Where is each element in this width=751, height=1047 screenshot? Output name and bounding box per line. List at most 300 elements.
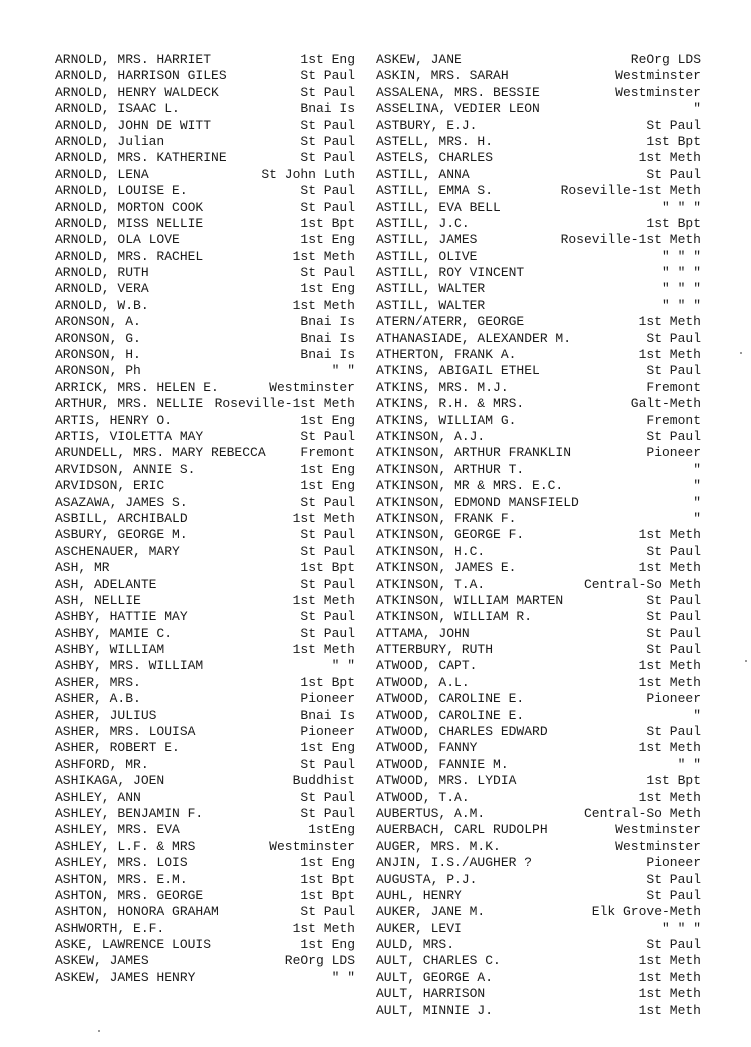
entry-name: ARVIDSON, ANNIE S. <box>55 461 196 477</box>
entry-name: ASTILL, WALTER <box>376 281 486 297</box>
entry-name: ASHTON, HONORA GRAHAM <box>55 904 219 920</box>
directory-entry <box>55 52 355 68</box>
directory-entry <box>376 118 701 134</box>
entry-church: 1st Bpt <box>300 674 355 690</box>
directory-entry <box>376 691 701 707</box>
entry-church: Fremont <box>300 445 355 461</box>
directory-entry <box>376 495 701 511</box>
entry-church: St Paul <box>646 117 701 133</box>
entry-church: " " " <box>661 265 701 281</box>
entry-name: ASH, NELLIE <box>55 592 141 608</box>
entry-name: ARNOLD, VERA <box>55 281 149 297</box>
directory-entry <box>55 183 355 199</box>
directory-entry <box>55 806 355 822</box>
directory-entry <box>376 904 701 920</box>
entry-name: AUGUSTA, P.J. <box>376 871 478 887</box>
entry-church: 1st Bpt <box>300 871 355 887</box>
directory-entry <box>55 495 355 511</box>
directory-entry <box>376 675 701 691</box>
entry-name: ASH, ADELANTE <box>55 576 157 592</box>
entry-name: ATKINSON, GEORGE F. <box>376 527 525 543</box>
entry-name: ASTILL, JAMES <box>376 232 478 248</box>
directory-entry <box>376 134 701 150</box>
entry-church: 1st Bpt <box>646 133 701 149</box>
directory-entry <box>55 265 355 281</box>
directory-entry <box>55 511 355 527</box>
scan-speck <box>98 1030 100 1032</box>
entry-church: 1st Meth <box>638 1002 701 1018</box>
entry-church: " " " <box>661 920 701 936</box>
directory-entry <box>376 609 701 625</box>
directory-entry <box>55 298 355 314</box>
entry-name: ARNOLD, JOHN DE WITT <box>55 117 212 133</box>
entry-name: ARNOLD, ISAAC L. <box>55 101 180 117</box>
directory-entry <box>55 249 355 265</box>
entry-name: AULD, MRS. <box>376 937 455 953</box>
entry-church: Pioneer <box>300 691 355 707</box>
entry-church: Westminster <box>615 822 701 838</box>
directory-entry <box>376 724 701 740</box>
directory-entry <box>55 478 355 494</box>
directory-entry <box>376 167 701 183</box>
entry-name: ARTIS, VIOLETTA MAY <box>55 428 204 444</box>
entry-church: 1st Meth <box>292 297 355 313</box>
directory-entry <box>376 986 701 1002</box>
directory-entry <box>376 953 701 969</box>
entry-name: ASHWORTH, E.F. <box>55 920 165 936</box>
directory-entry <box>376 511 701 527</box>
entry-name: ARONSON, A. <box>55 314 141 330</box>
directory-entry <box>55 445 355 461</box>
directory-entry <box>55 560 355 576</box>
directory-entry <box>55 331 355 347</box>
entry-church: 1st Meth <box>638 674 701 690</box>
entry-name: ARVIDSON, ERIC <box>55 478 165 494</box>
directory-entry <box>55 724 355 740</box>
directory-entry <box>55 822 355 838</box>
entry-name: ATKINSON, A.J. <box>376 428 486 444</box>
entry-church: 1st Meth <box>638 953 701 969</box>
entry-church: 1stEng <box>308 822 355 838</box>
entry-church: Westminster <box>269 379 355 395</box>
directory-entry <box>376 527 701 543</box>
entry-name: ASHBY, HATTIE MAY <box>55 609 188 625</box>
entry-church: Roseville-1st Meth <box>214 396 355 412</box>
entry-church: Fremont <box>646 379 701 395</box>
entry-church: 1st Meth <box>638 658 701 674</box>
entry-church: St Paul <box>646 871 701 887</box>
entry-church: 1st Eng <box>300 232 355 248</box>
entry-church: 1st Bpt <box>300 887 355 903</box>
entry-church: Westminster <box>615 838 701 854</box>
directory-entry <box>376 1003 701 1019</box>
entry-church: Pioneer <box>646 691 701 707</box>
entry-name: ATTAMA, JOHN <box>376 625 470 641</box>
entry-church: 1st Meth <box>292 510 355 526</box>
entry-name: ATKINSON, H.C. <box>376 543 486 559</box>
entry-church: Westminster <box>269 838 355 854</box>
entry-name: ANJIN, I.S./AUGHER ? <box>376 855 533 871</box>
directory-entry <box>376 298 701 314</box>
directory-entry <box>376 757 701 773</box>
directory-entry <box>55 855 355 871</box>
entry-name: ASCHENAUER, MARY <box>55 543 180 559</box>
entry-name: ASHIKAGA, JOEN <box>55 773 165 789</box>
directory-entry <box>376 396 701 412</box>
entry-church: " " " <box>661 199 701 215</box>
directory-entry <box>376 577 701 593</box>
entry-church: Westminster <box>615 84 701 100</box>
entry-church: " <box>693 101 701 117</box>
entry-church: St Paul <box>300 133 355 149</box>
directory-entry <box>376 970 701 986</box>
entry-church: Bnai Is <box>300 101 355 117</box>
directory-entry <box>55 68 355 84</box>
entry-name: ASH, MR <box>55 560 110 576</box>
entry-name: ASBILL, ARCHIBALD <box>55 510 188 526</box>
entry-church: St Paul <box>646 625 701 641</box>
entry-name: ASHTON, MRS. GEORGE <box>55 887 204 903</box>
entry-church: " " <box>677 756 701 772</box>
directory-entry <box>55 347 355 363</box>
directory-entry <box>376 642 701 658</box>
directory-entry <box>376 544 701 560</box>
entry-church: Bnai Is <box>300 347 355 363</box>
entry-name: ASKEW, JAMES HENRY <box>55 969 196 985</box>
directory-entry <box>376 200 701 216</box>
entry-name: ASHBY, MRS. WILLIAM <box>55 658 204 674</box>
entry-name: AUERBACH, CARL RUDOLPH <box>376 822 548 838</box>
entry-church: St Paul <box>300 117 355 133</box>
entry-church: " <box>693 510 701 526</box>
directory-entry <box>376 101 701 117</box>
entry-church: St Paul <box>300 625 355 641</box>
entry-name: ATHANASIADE, ALEXANDER M. <box>376 330 572 346</box>
directory-entry <box>55 658 355 674</box>
entry-name: ASTILL, ANNA <box>376 166 470 182</box>
directory-entry <box>376 872 701 888</box>
entry-church: Central-So Meth <box>583 576 701 592</box>
entry-name: ASHER, MRS. <box>55 674 141 690</box>
entry-name: ARNOLD, LENA <box>55 166 149 182</box>
scan-speck <box>740 352 742 354</box>
directory-entry <box>376 331 701 347</box>
entry-name: ASHLEY, MRS. EVA <box>55 822 180 838</box>
entry-name: ASHLEY, ANN <box>55 789 141 805</box>
directory-entry <box>55 200 355 216</box>
entry-church: Buddhist <box>292 773 355 789</box>
entry-name: AULT, MINNIE J. <box>376 1002 494 1018</box>
directory-entry <box>376 249 701 265</box>
entry-name: ATWOOD, CAROLINE E. <box>376 707 525 723</box>
directory-entry <box>55 921 355 937</box>
directory-entry <box>376 790 701 806</box>
directory-entry <box>55 937 355 953</box>
directory-entry <box>55 413 355 429</box>
entry-church: St Paul <box>300 183 355 199</box>
entry-church: St Paul <box>646 428 701 444</box>
directory-entry <box>376 806 701 822</box>
entry-name: ARNOLD, HENRY WALDECK <box>55 84 219 100</box>
directory-entry <box>376 822 701 838</box>
entry-church: Fremont <box>646 412 701 428</box>
directory-entry <box>376 478 701 494</box>
entry-name: ASHBY, WILLIAM <box>55 642 165 658</box>
entry-name: ASHER, ROBERT E. <box>55 740 180 756</box>
entry-name: ASHBY, MAMIE C. <box>55 625 173 641</box>
directory-entry <box>376 68 701 84</box>
entry-name: ATWOOD, CAROLINE E. <box>376 691 525 707</box>
entry-name: ASAZAWA, JAMES S. <box>55 494 188 510</box>
entry-church: St Paul <box>300 609 355 625</box>
entry-church: Galt-Meth <box>630 396 701 412</box>
entry-church: " <box>693 707 701 723</box>
directory-entry <box>55 527 355 543</box>
entry-name: ARTIS, HENRY O. <box>55 412 173 428</box>
entry-church: St Paul <box>300 789 355 805</box>
entry-name: ASKIN, MRS. SARAH <box>376 68 509 84</box>
directory-entry <box>376 232 701 248</box>
directory-entry <box>55 839 355 855</box>
entry-name: AULT, GEORGE A. <box>376 969 494 985</box>
entry-name: ASTBURY, E.J. <box>376 117 478 133</box>
directory-entry <box>55 609 355 625</box>
entry-church: 1st Meth <box>638 347 701 363</box>
entry-church: ReOrg LDS <box>630 52 701 67</box>
entry-church: 1st Eng <box>300 855 355 871</box>
entry-name: ATKINSON, JAMES E. <box>376 560 517 576</box>
entry-church: St Paul <box>300 199 355 215</box>
entry-church: " " " <box>661 281 701 297</box>
entry-church: St Paul <box>300 84 355 100</box>
entry-church: St Paul <box>300 904 355 920</box>
entry-church: 1st Meth <box>292 920 355 936</box>
entry-church: St Paul <box>646 592 701 608</box>
directory-entry <box>55 691 355 707</box>
directory-entry <box>376 429 701 445</box>
directory-entry <box>376 740 701 756</box>
entry-church: St Paul <box>300 265 355 281</box>
entry-church: 1st Meth <box>638 150 701 166</box>
directory-entry <box>55 281 355 297</box>
entry-name: ASTILL, ROY VINCENT <box>376 265 525 281</box>
entry-name: ATKINS, R.H. & MRS. <box>376 396 525 412</box>
entry-name: ATERN/ATERR, GEORGE <box>376 314 525 330</box>
entry-church: St Paul <box>300 576 355 592</box>
directory-entry <box>376 413 701 429</box>
entry-name: ASHTON, MRS. E.M. <box>55 871 188 887</box>
entry-church: 1st Bpt <box>646 773 701 789</box>
directory-entry <box>376 462 701 478</box>
entry-name: ATWOOD, CAPT. <box>376 658 478 674</box>
entry-church: " <box>693 461 701 477</box>
entry-church: St Paul <box>646 724 701 740</box>
directory-entry <box>376 560 701 576</box>
directory-entry <box>376 855 701 871</box>
entry-church: Bnai Is <box>300 707 355 723</box>
entry-church: " " <box>331 658 355 674</box>
entry-church: St Paul <box>300 756 355 772</box>
entry-name: ARNOLD, MRS. HARRIET <box>55 52 212 67</box>
directory-entry <box>55 577 355 593</box>
entry-church: 1st Meth <box>638 560 701 576</box>
directory-entry <box>376 658 701 674</box>
entry-name: AULT, CHARLES C. <box>376 953 501 969</box>
entry-church: St Paul <box>646 937 701 953</box>
directory-entry <box>55 593 355 609</box>
directory-entry <box>376 281 701 297</box>
entry-name: ARONSON, H. <box>55 347 141 363</box>
entry-name: ATWOOD, A.L. <box>376 674 470 690</box>
entry-church: 1st Bpt <box>300 215 355 231</box>
directory-entry <box>376 921 701 937</box>
entry-name: ASHER, MRS. LOUISA <box>55 724 196 740</box>
entry-church: St Paul <box>646 166 701 182</box>
directory-entry <box>55 396 355 412</box>
entry-church: St Paul <box>300 68 355 84</box>
directory-entry <box>55 708 355 724</box>
entry-name: ASTILL, EMMA S. <box>376 183 494 199</box>
directory-entry <box>55 232 355 248</box>
directory-entry <box>55 85 355 101</box>
entry-church: St Paul <box>300 805 355 821</box>
entry-name: ATKINS, MRS. M.J. <box>376 379 509 395</box>
directory-entry <box>376 626 701 642</box>
entry-name: ASHFORD, MR. <box>55 756 149 772</box>
directory-entry <box>376 839 701 855</box>
entry-church: 1st Meth <box>638 986 701 1002</box>
entry-name: ASTILL, OLIVE <box>376 248 478 264</box>
entry-name: ARNOLD, W.B. <box>55 297 149 313</box>
entry-name: AUKER, LEVI <box>376 920 462 936</box>
directory-entry <box>55 872 355 888</box>
entry-church: St Paul <box>646 887 701 903</box>
entry-name: ARONSON, Ph <box>55 363 141 379</box>
directory-entry <box>55 970 355 986</box>
entry-name: ATKINSON, WILLIAM MARTEN <box>376 592 564 608</box>
entry-name: ASTILL, WALTER <box>376 297 486 313</box>
directory-entry <box>376 265 701 281</box>
entry-name: AUHL, HENRY <box>376 887 462 903</box>
entry-church: 1st Meth <box>292 248 355 264</box>
entry-church: St Paul <box>646 330 701 346</box>
entry-church: 1st Meth <box>638 969 701 985</box>
entry-name: AULT, HARRISON <box>376 986 486 1002</box>
entry-church: Roseville-1st Meth <box>560 183 701 199</box>
entry-church: " " <box>331 363 355 379</box>
entry-name: ATKINS, ABIGAIL ETHEL <box>376 363 540 379</box>
entry-name: ATKINSON, EDMOND MANSFIELD <box>376 494 579 510</box>
directory-entry <box>376 708 701 724</box>
directory-entry <box>376 445 701 461</box>
entry-name: ASKEW, JANE <box>376 52 462 67</box>
entry-name: ATWOOD, T.A. <box>376 789 470 805</box>
entry-name: ASHLEY, BENJAMIN F. <box>55 805 204 821</box>
entry-church: 1st Eng <box>300 52 355 67</box>
directory-entry <box>376 150 701 166</box>
entry-church: 1st Meth <box>638 789 701 805</box>
entry-name: ATKINSON, ARTHUR FRANKLIN <box>376 445 572 461</box>
entry-church: St Paul <box>646 363 701 379</box>
entry-church: 1st Meth <box>638 740 701 756</box>
directory-entry <box>376 937 701 953</box>
entry-name: ASSALENA, MRS. BESSIE <box>376 84 540 100</box>
entry-name: ATTERBURY, RUTH <box>376 642 494 658</box>
directory-entry <box>376 52 701 68</box>
entry-name: ASTELL, MRS. H. <box>376 133 494 149</box>
entry-name: ATWOOD, FANNY <box>376 740 478 756</box>
directory-entry <box>55 216 355 232</box>
left-column <box>55 52 355 986</box>
directory-entry <box>55 904 355 920</box>
directory-entry <box>55 118 355 134</box>
entry-name: ASHER, A.B. <box>55 691 141 707</box>
directory-entry <box>55 626 355 642</box>
entry-church: St Paul <box>646 609 701 625</box>
entry-church: Pioneer <box>646 445 701 461</box>
directory-entry <box>55 773 355 789</box>
entry-church: Westminster <box>615 68 701 84</box>
entry-church: 1st Bpt <box>300 560 355 576</box>
directory-entry <box>55 675 355 691</box>
entry-church: ReOrg LDS <box>284 953 355 969</box>
directory-entry <box>55 790 355 806</box>
entry-name: ARTHUR, MRS. NELLIE <box>55 396 204 412</box>
entry-name: ATKINSON, T.A. <box>376 576 486 592</box>
entry-church: 1st Eng <box>300 478 355 494</box>
directory-entry <box>55 888 355 904</box>
entry-church: St Paul <box>300 428 355 444</box>
entry-church: " <box>693 494 701 510</box>
directory-entry <box>55 134 355 150</box>
entry-name: ASBURY, GEORGE M. <box>55 527 188 543</box>
entry-name: ASHLEY, L.F. & MRS <box>55 838 196 854</box>
entry-church: St John Luth <box>261 166 355 182</box>
entry-name: ATWOOD, FANNIE M. <box>376 756 509 772</box>
directory-entry <box>376 773 701 789</box>
entry-name: ARNOLD, OLA LOVE <box>55 232 180 248</box>
entry-name: ARNOLD, LOUISE E. <box>55 183 188 199</box>
entry-name: ATKINSON, MR & MRS. E.C. <box>376 478 564 494</box>
entry-church: 1st Eng <box>300 740 355 756</box>
entry-name: ATWOOD, CHARLES EDWARD <box>376 724 548 740</box>
entry-church: Pioneer <box>646 855 701 871</box>
directory-entry <box>55 167 355 183</box>
entry-name: ATKINSON, ARTHUR T. <box>376 461 525 477</box>
entry-name: ASKE, LAWRENCE LOUIS <box>55 937 212 953</box>
entry-name: ATKINS, WILLIAM G. <box>376 412 517 428</box>
directory-entry <box>376 183 701 199</box>
directory-entry <box>376 380 701 396</box>
directory-entry <box>376 216 701 232</box>
directory-entry <box>55 642 355 658</box>
directory-entry <box>55 101 355 117</box>
entry-name: ARNOLD, MRS. KATHERINE <box>55 150 227 166</box>
entry-church: " " <box>331 969 355 985</box>
entry-church: Bnai Is <box>300 314 355 330</box>
entry-church: Bnai Is <box>300 330 355 346</box>
entry-name: AUKER, JANE M. <box>376 904 486 920</box>
entry-church: 1st Eng <box>300 412 355 428</box>
directory-entry <box>376 85 701 101</box>
entry-church: St Paul <box>300 543 355 559</box>
entry-name: ARNOLD, MORTON COOK <box>55 199 204 215</box>
entry-church: St Paul <box>300 150 355 166</box>
entry-church: St Paul <box>646 543 701 559</box>
entry-name: ARUNDELL, MRS. MARY REBECCA <box>55 445 266 461</box>
entry-church: 1st Bpt <box>646 215 701 231</box>
entry-name: ARNOLD, HARRISON GILES <box>55 68 227 84</box>
